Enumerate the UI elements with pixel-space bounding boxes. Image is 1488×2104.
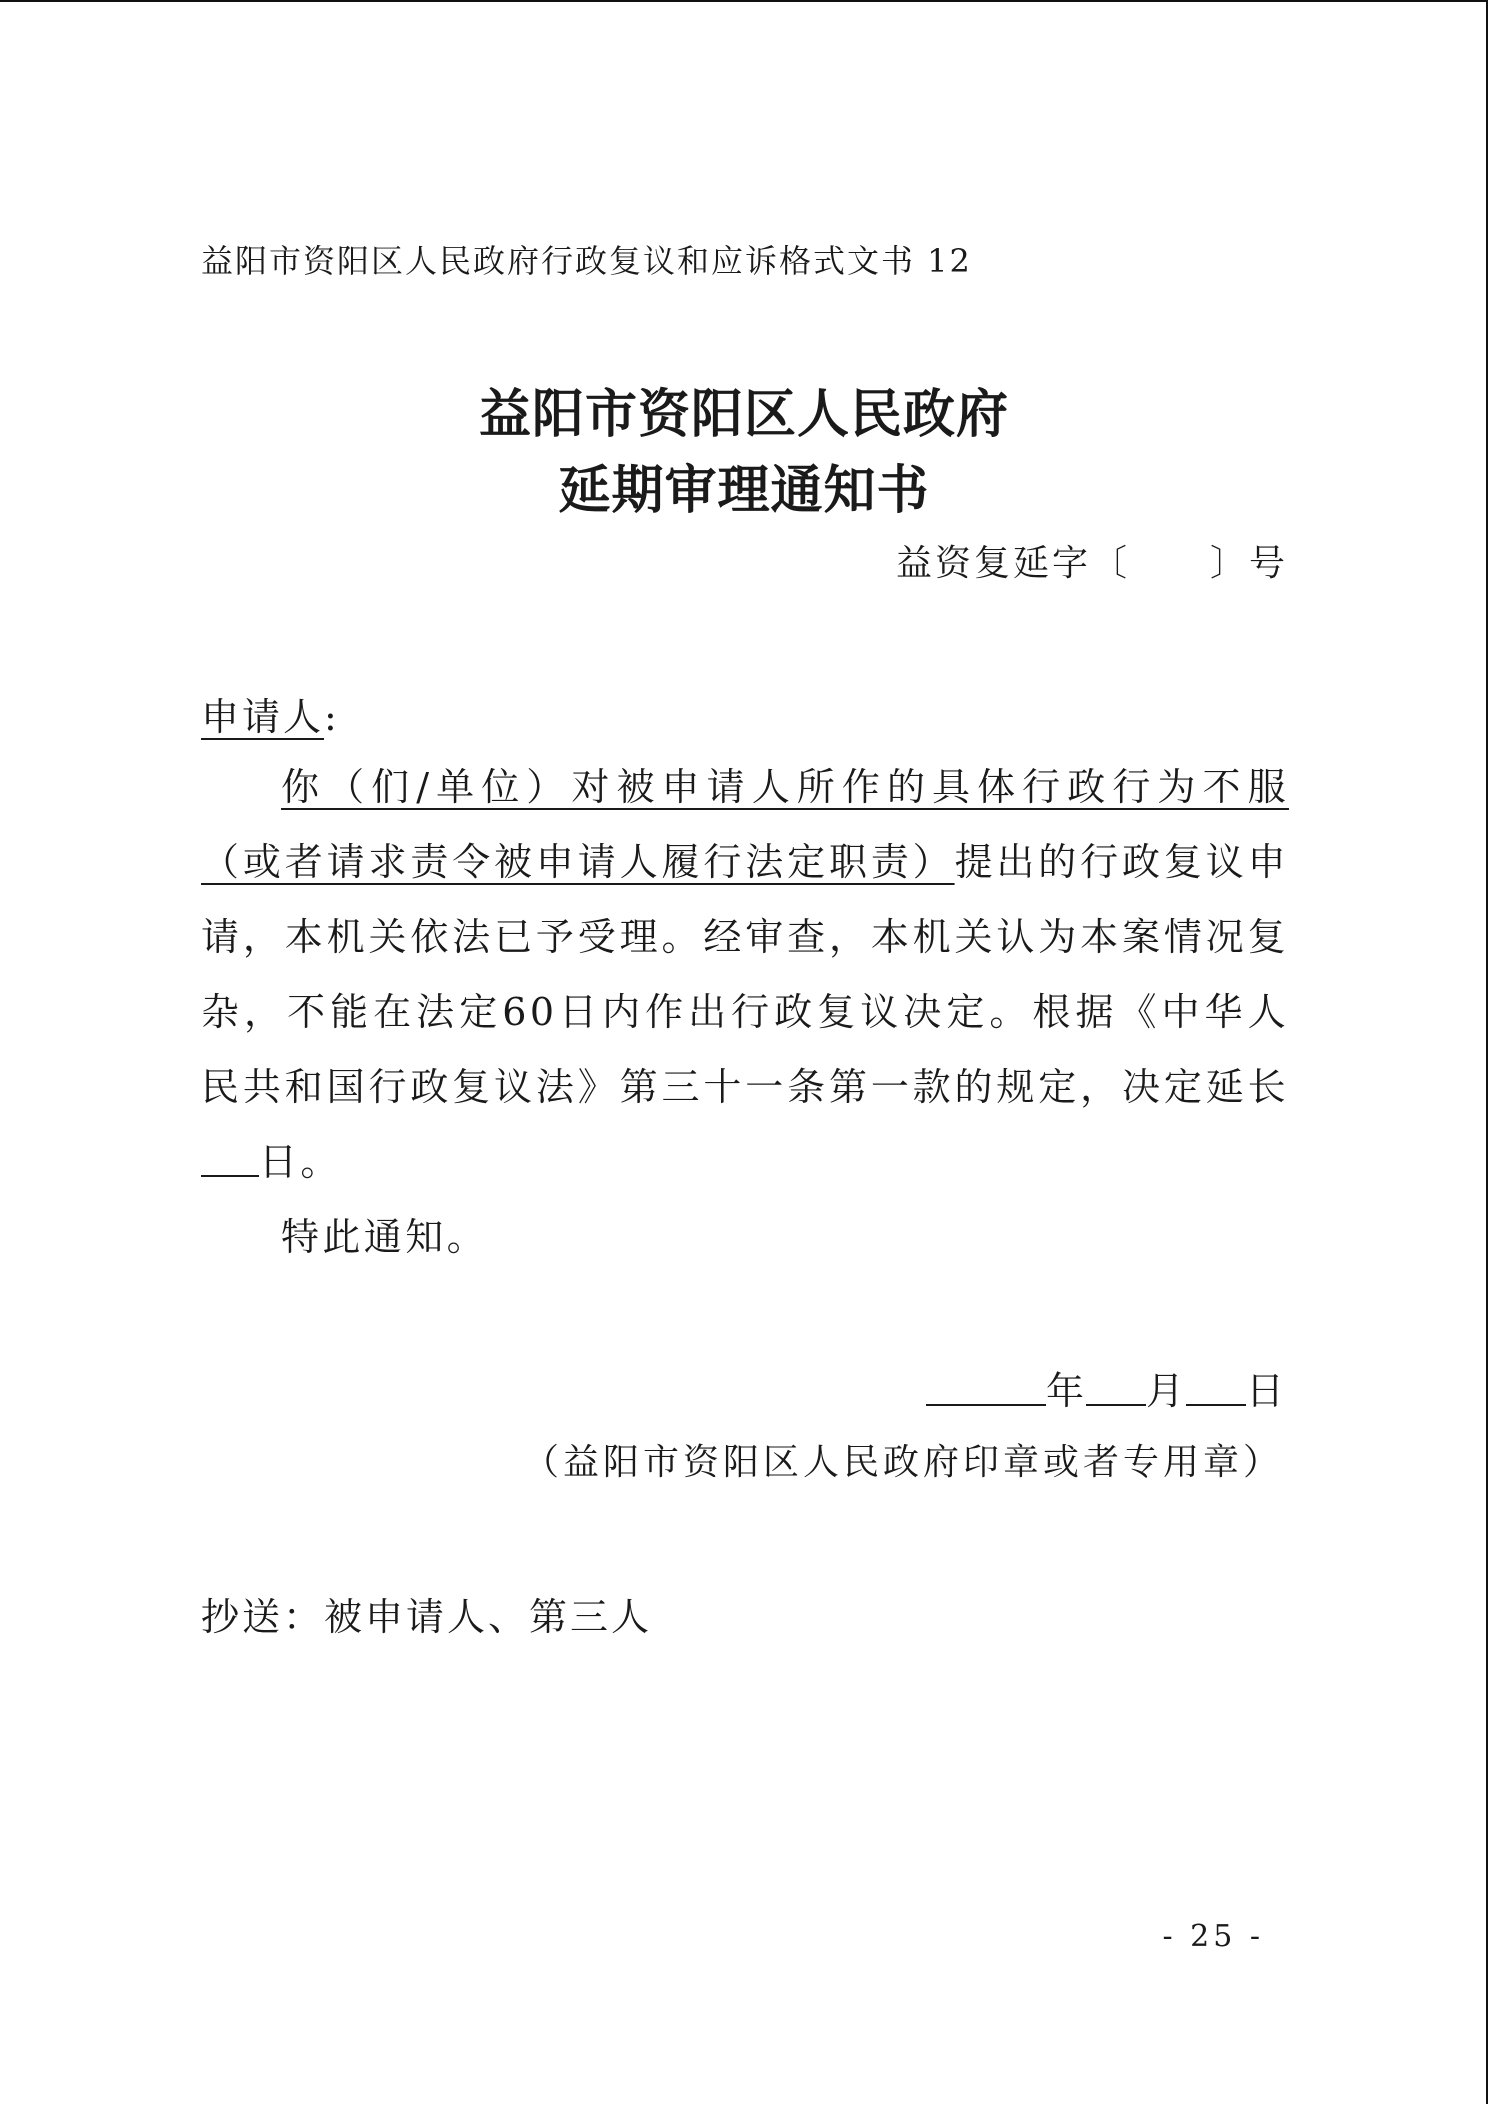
notice-main-text: 提出的行政复议申请，本机关依法已予受理。经审查，本机关认为本案情况复杂，不能在法定60日内作出行政复议决定。根据《中华人民共和国行政复议法》第三十一条第一款的规定，决定延长 (201, 840, 1290, 1109)
day-label: 日 (1245, 1369, 1286, 1413)
notice-closing: 特此通知。 (281, 1215, 489, 1259)
day-blank (1186, 1370, 1246, 1406)
salutation-colon: : (324, 695, 340, 739)
document-caption: 益阳市资阳区人民政府行政复议和应诉格式文书 12 (201, 242, 972, 280)
seal-note: （益阳市资阳区人民政府印章或者专用章） (522, 1442, 1283, 1483)
notice-days-suffix: 日。 (259, 1140, 342, 1184)
page-top-border (0, 0, 1488, 2)
cc-line: 抄送：被申请人、第三人 (201, 1595, 653, 1639)
page-number: - 25 - (1162, 1919, 1264, 1954)
year-blank (926, 1370, 1046, 1406)
extension-days-blank (201, 1141, 259, 1177)
document-number (896, 535, 1288, 586)
salutation-label: 申请人 (201, 695, 325, 739)
notice-intro-underlined: 你（们/单位）对被申请人所作的具体行政行为不服（或者请求责令被申请人履行法定职责） (201, 765, 1289, 884)
document-title-line2: 延期审理通知书 (558, 460, 930, 521)
month-blank (1086, 1370, 1146, 1406)
document-number-suffix: 〕号 (1209, 543, 1288, 584)
document-title-line1: 益阳市资阳区人民政府 (478, 384, 1009, 445)
notice-paragraph (201, 750, 1289, 1200)
notice-body (201, 750, 1289, 1275)
month-label: 月 (1145, 1369, 1186, 1413)
document-number-prefix: 益资复延字〔 (895, 543, 1130, 584)
year-label: 年 (1045, 1369, 1086, 1413)
date-line (926, 1360, 1286, 1415)
salutation (201, 686, 340, 741)
